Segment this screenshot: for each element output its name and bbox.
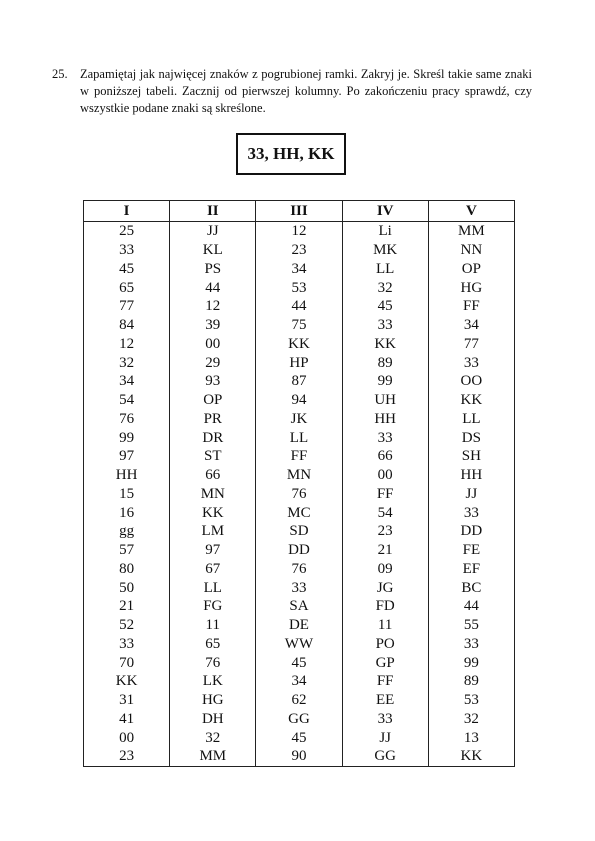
table-row [84,710,515,729]
table-cell[interactable]: PR [170,410,256,429]
table-row [84,728,515,747]
table-cell[interactable]: 45 [256,728,342,747]
table-cell[interactable]: 33 [428,503,514,522]
table-cell[interactable]: KL [170,241,256,260]
table-cell[interactable]: 21 [342,541,428,560]
table-cell[interactable]: PO [342,635,428,654]
table-cell[interactable]: 76 [84,410,170,429]
table-cell[interactable]: MM [428,222,514,241]
table-cell[interactable]: 12 [170,297,256,316]
table-cell[interactable]: FD [342,597,428,616]
table-header-row [84,201,515,222]
table-cell[interactable]: HG [428,278,514,297]
table-cell[interactable]: LL [170,578,256,597]
table-cell[interactable]: DR [170,428,256,447]
table-row [84,222,515,241]
table-cell[interactable]: ST [170,447,256,466]
table-cell[interactable]: 34 [84,372,170,391]
table-cell[interactable]: 23 [342,522,428,541]
column-header: V [428,201,514,222]
table-row [84,541,515,560]
table-cell[interactable]: BC [428,578,514,597]
table-cell[interactable]: 34 [256,260,342,279]
table-cell[interactable]: KK [170,503,256,522]
table-row [84,522,515,541]
table-cell[interactable]: OP [170,391,256,410]
symbol-table [83,200,515,767]
table-cell[interactable]: UH [342,391,428,410]
table-cell[interactable]: 32 [170,728,256,747]
table-cell[interactable]: OO [428,372,514,391]
table-row [84,372,515,391]
table-cell[interactable]: JK [256,410,342,429]
table-cell[interactable]: 66 [342,447,428,466]
table-cell[interactable]: 41 [84,710,170,729]
table-cell[interactable]: 31 [84,691,170,710]
table-row [84,672,515,691]
table-cell[interactable]: DS [428,428,514,447]
table-cell[interactable]: 66 [170,466,256,485]
table-row [84,447,515,466]
table-cell[interactable]: Li [342,222,428,241]
table-cell[interactable]: 33 [84,241,170,260]
table-cell[interactable]: 50 [84,578,170,597]
table-row [84,653,515,672]
table-cell[interactable]: HP [256,353,342,372]
table-cell[interactable]: DE [256,616,342,635]
table-cell[interactable]: KK [428,391,514,410]
table-cell[interactable]: 65 [170,635,256,654]
table-cell[interactable]: 45 [84,260,170,279]
table-cell[interactable]: LM [170,522,256,541]
table-cell[interactable]: WW [256,635,342,654]
table-row [84,597,515,616]
table-cell[interactable]: 99 [84,428,170,447]
table-cell[interactable]: FF [428,297,514,316]
target-symbols-box [236,133,346,175]
table-cell[interactable]: FF [256,447,342,466]
table-cell[interactable]: PS [170,260,256,279]
exercise-number: 25. [52,67,68,81]
table-cell[interactable]: 33 [342,428,428,447]
column-header: III [256,201,342,222]
table-cell[interactable]: LL [256,428,342,447]
table-cell[interactable]: 32 [84,353,170,372]
table-cell[interactable]: 34 [256,672,342,691]
table-cell[interactable]: LL [428,410,514,429]
table-body [84,222,515,767]
table-cell[interactable]: 44 [256,297,342,316]
table-row [84,578,515,597]
table-row [84,278,515,297]
table-cell[interactable]: FE [428,541,514,560]
table-cell[interactable]: 94 [256,391,342,410]
table-cell[interactable]: JG [342,578,428,597]
table-cell[interactable]: FG [170,597,256,616]
table-cell[interactable]: MM [170,747,256,766]
table-cell[interactable]: KK [84,672,170,691]
table-cell[interactable]: FF [342,672,428,691]
table-cell[interactable]: 93 [170,372,256,391]
table-cell[interactable]: 52 [84,616,170,635]
table-cell[interactable]: 12 [256,222,342,241]
table-cell[interactable]: 77 [84,297,170,316]
table-cell[interactable]: LL [342,260,428,279]
table-cell[interactable]: KK [428,747,514,766]
table-cell[interactable]: 55 [428,616,514,635]
table-cell[interactable]: KK [342,335,428,354]
table-row [84,466,515,485]
table-cell[interactable]: 99 [428,653,514,672]
column-header: II [170,201,256,222]
table-cell[interactable]: HH [84,466,170,485]
table-cell[interactable]: JJ [428,485,514,504]
table-cell[interactable]: 29 [170,353,256,372]
table-cell[interactable]: EE [342,691,428,710]
table-cell[interactable]: 45 [342,297,428,316]
table-cell[interactable]: gg [84,522,170,541]
table-cell[interactable]: 32 [342,278,428,297]
table-cell[interactable]: FF [342,485,428,504]
table-cell[interactable]: MN [256,466,342,485]
table-cell[interactable]: 90 [256,747,342,766]
table-cell[interactable]: 53 [428,691,514,710]
table-cell[interactable]: 12 [84,335,170,354]
table-cell[interactable]: MC [256,503,342,522]
table-cell[interactable]: 54 [342,503,428,522]
table-cell[interactable]: 15 [84,485,170,504]
table-cell[interactable]: 44 [428,597,514,616]
table-row [84,691,515,710]
table-row [84,616,515,635]
table-row [84,316,515,335]
table-cell[interactable]: 16 [84,503,170,522]
table-cell[interactable]: 39 [170,316,256,335]
target-symbols: 33, HH, KK [247,144,335,163]
table-cell[interactable]: 57 [84,541,170,560]
table-cell[interactable]: LK [170,672,256,691]
table-cell[interactable]: MN [170,485,256,504]
table-cell[interactable]: GG [342,747,428,766]
table-cell[interactable]: 00 [84,728,170,747]
table-row [84,260,515,279]
table-cell[interactable]: 76 [256,485,342,504]
table-cell[interactable]: DH [170,710,256,729]
table-cell[interactable]: 34 [428,316,514,335]
table-cell[interactable]: 09 [342,560,428,579]
table-cell[interactable]: DD [256,541,342,560]
table-row [84,335,515,354]
table-cell[interactable]: 80 [84,560,170,579]
table-cell[interactable]: HG [170,691,256,710]
column-header: IV [342,201,428,222]
table-cell[interactable]: 33 [342,316,428,335]
table-cell[interactable]: 84 [84,316,170,335]
table-cell[interactable]: SA [256,597,342,616]
table-cell[interactable]: OP [428,260,514,279]
table-cell[interactable]: GP [342,653,428,672]
table-cell[interactable]: MK [342,241,428,260]
table-cell[interactable]: JJ [170,222,256,241]
table-cell[interactable]: EF [428,560,514,579]
table-cell[interactable]: JJ [342,728,428,747]
table-cell[interactable]: 21 [84,597,170,616]
table-cell[interactable]: 33 [428,353,514,372]
table-cell[interactable]: 62 [256,691,342,710]
table-cell[interactable]: 32 [428,710,514,729]
table-cell[interactable]: 33 [428,635,514,654]
table-cell[interactable]: 97 [170,541,256,560]
table-cell[interactable]: DD [428,522,514,541]
exercise-instruction [52,66,532,117]
table-row [84,747,515,766]
table-cell[interactable]: 33 [342,710,428,729]
table-cell[interactable]: 77 [428,335,514,354]
table-cell[interactable]: 89 [342,353,428,372]
table-cell[interactable]: 44 [170,278,256,297]
table-row [84,297,515,316]
table-cell[interactable]: GG [256,710,342,729]
table-cell[interactable]: 54 [84,391,170,410]
table-row [84,560,515,579]
table-cell[interactable]: 33 [84,635,170,654]
table-cell[interactable]: 11 [170,616,256,635]
table-row [84,241,515,260]
table-cell[interactable]: SH [428,447,514,466]
table-cell[interactable]: 11 [342,616,428,635]
table-cell[interactable]: 00 [170,335,256,354]
table-cell[interactable]: KK [256,335,342,354]
column-header: I [84,201,170,222]
table-row [84,503,515,522]
table-cell[interactable]: 13 [428,728,514,747]
table-cell[interactable]: 67 [170,560,256,579]
table-row [84,353,515,372]
table-row [84,410,515,429]
table-cell[interactable]: 00 [342,466,428,485]
table-cell[interactable]: 53 [256,278,342,297]
table-cell[interactable]: 76 [170,653,256,672]
table-cell[interactable]: 23 [84,747,170,766]
table-cell[interactable]: 89 [428,672,514,691]
table-cell[interactable]: 75 [256,316,342,335]
table-cell[interactable]: HH [428,466,514,485]
table-cell[interactable]: NN [428,241,514,260]
table-row [84,391,515,410]
table-row [84,635,515,654]
table-cell[interactable]: 65 [84,278,170,297]
table-cell[interactable]: 99 [342,372,428,391]
instruction-text: Zapamiętaj jak najwięcej znaków z pogrubionej ramki. Zakryj je. Skreśl takie same znaki w poniższej tabeli. Zacznij od pierwszej kolumny. Po zakończeniu pracy sprawdź, czy wszystkie podane znaki są skreślone. [80,67,532,115]
table-cell[interactable]: SD [256,522,342,541]
table-row [84,428,515,447]
table-cell[interactable]: HH [342,410,428,429]
table-cell[interactable]: 25 [84,222,170,241]
table-row [84,485,515,504]
table-cell[interactable]: 45 [256,653,342,672]
table-cell[interactable]: 33 [256,578,342,597]
table-cell[interactable]: 70 [84,653,170,672]
table-cell[interactable]: 23 [256,241,342,260]
table-cell[interactable]: 97 [84,447,170,466]
table-cell[interactable]: 87 [256,372,342,391]
table-cell[interactable]: 76 [256,560,342,579]
